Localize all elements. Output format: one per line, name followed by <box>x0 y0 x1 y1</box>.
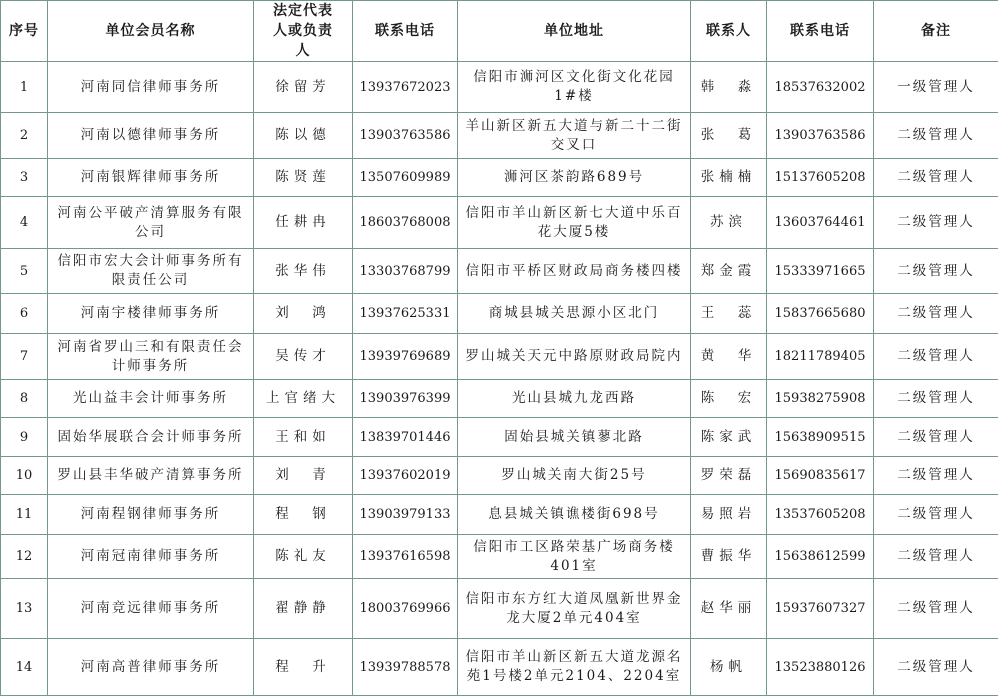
cell-org-name: 信阳市宏大会计师事务所有限责任公司 <box>48 249 254 294</box>
cell-note: 二级管理人 <box>874 418 998 457</box>
cell-phone: 13903763586 <box>353 113 458 159</box>
cell-note: 二级管理人 <box>874 334 998 380</box>
table-row <box>1 579 998 639</box>
table-row <box>1 159 998 197</box>
cell-contact-phone: 15638909515 <box>767 418 874 457</box>
cell-org-name: 河南冠南律师事务所 <box>48 535 254 579</box>
cell-seq: 4 <box>1 197 48 249</box>
cell-contact: 郑金霞 <box>691 249 767 294</box>
cell-contact-phone: 15137605208 <box>767 159 874 197</box>
cell-contact: 陈家武 <box>691 418 767 457</box>
cell-address: 羊山新区新五大道与新二十二街交叉口 <box>458 113 691 159</box>
header-legal-rep: 法定代表人或负责人 <box>254 1 353 62</box>
cell-address: 信阳市羊山新区新五大道龙源名苑1号楼2单元2104、2204室 <box>458 639 691 696</box>
cell-address: 信阳市羊山新区新七大道中乐百花大厦5楼 <box>458 197 691 249</box>
cell-seq: 2 <box>1 113 48 159</box>
cell-phone: 13903979133 <box>353 495 458 535</box>
cell-legal-rep: 王和如 <box>254 418 353 457</box>
cell-contact: 王 蕊 <box>691 294 767 334</box>
cell-contact-phone: 15938275908 <box>767 380 874 418</box>
cell-org-name: 河南公平破产清算服务有限公司 <box>48 197 254 249</box>
cell-seq: 14 <box>1 639 48 696</box>
cell-org-name: 河南同信律师事务所 <box>48 62 254 113</box>
header-contact: 联系人 <box>691 1 767 62</box>
cell-seq: 7 <box>1 334 48 380</box>
cell-seq: 8 <box>1 380 48 418</box>
table-row <box>1 535 998 579</box>
cell-contact: 苏滨 <box>691 197 767 249</box>
cell-address: 光山县城九龙西路 <box>458 380 691 418</box>
cell-seq: 12 <box>1 535 48 579</box>
cell-org-name: 罗山县丰华破产清算事务所 <box>48 457 254 495</box>
cell-seq: 9 <box>1 418 48 457</box>
cell-contact: 罗荣磊 <box>691 457 767 495</box>
cell-legal-rep: 陈礼友 <box>254 535 353 579</box>
cell-seq: 10 <box>1 457 48 495</box>
cell-address: 罗山城关南大街25号 <box>458 457 691 495</box>
cell-legal-rep: 陈贤莲 <box>254 159 353 197</box>
cell-address: 信阳市工区路荣基广场商务楼401室 <box>458 535 691 579</box>
cell-address: 信阳市浉河区文化街文化花园1#楼 <box>458 62 691 113</box>
cell-org-name: 河南省罗山三和有限责任会计师事务所 <box>48 334 254 380</box>
cell-legal-rep: 程 升 <box>254 639 353 696</box>
cell-note: 二级管理人 <box>874 535 998 579</box>
cell-address: 固始县城关镇蓼北路 <box>458 418 691 457</box>
cell-legal-rep: 刘 鸿 <box>254 294 353 334</box>
table-row <box>1 457 998 495</box>
table-row <box>1 380 998 418</box>
cell-org-name: 固始华展联合会计师事务所 <box>48 418 254 457</box>
cell-contact-phone: 13603764461 <box>767 197 874 249</box>
cell-contact-phone: 15333971665 <box>767 249 874 294</box>
cell-contact-phone: 13537605208 <box>767 495 874 535</box>
cell-address: 信阳市平桥区财政局商务楼四楼 <box>458 249 691 294</box>
cell-phone: 13303768799 <box>353 249 458 294</box>
cell-legal-rep: 程 钢 <box>254 495 353 535</box>
cell-legal-rep: 吴传才 <box>254 334 353 380</box>
cell-phone: 13839701446 <box>353 418 458 457</box>
table-row <box>1 495 998 535</box>
cell-address: 浉河区茶韵路689号 <box>458 159 691 197</box>
cell-legal-rep: 陈以德 <box>254 113 353 159</box>
cell-contact-phone: 15837665680 <box>767 294 874 334</box>
cell-org-name: 河南银辉律师事务所 <box>48 159 254 197</box>
cell-contact: 张 葛 <box>691 113 767 159</box>
cell-contact-phone: 15937607327 <box>767 579 874 639</box>
cell-seq: 5 <box>1 249 48 294</box>
cell-legal-rep: 任耕冉 <box>254 197 353 249</box>
cell-org-name: 河南宇楼律师事务所 <box>48 294 254 334</box>
cell-contact: 黄 华 <box>691 334 767 380</box>
header-contact-phone: 联系电话 <box>767 1 874 62</box>
cell-legal-rep: 张华伟 <box>254 249 353 294</box>
cell-contact: 杨帆 <box>691 639 767 696</box>
table-row <box>1 639 998 696</box>
cell-seq: 13 <box>1 579 48 639</box>
cell-legal-rep: 翟静静 <box>254 579 353 639</box>
cell-address: 息县城关镇谯楼街698号 <box>458 495 691 535</box>
cell-phone: 13937602019 <box>353 457 458 495</box>
cell-contact-phone: 13903763586 <box>767 113 874 159</box>
cell-contact: 易照岩 <box>691 495 767 535</box>
cell-note: 二级管理人 <box>874 579 998 639</box>
cell-legal-rep: 上官绪大 <box>254 380 353 418</box>
header-address: 单位地址 <box>458 1 691 62</box>
cell-note: 二级管理人 <box>874 495 998 535</box>
table-row <box>1 197 998 249</box>
cell-note: 二级管理人 <box>874 380 998 418</box>
cell-seq: 11 <box>1 495 48 535</box>
table-row <box>1 62 998 113</box>
cell-org-name: 河南程钢律师事务所 <box>48 495 254 535</box>
cell-note: 二级管理人 <box>874 197 998 249</box>
cell-org-name: 河南竞远律师事务所 <box>48 579 254 639</box>
cell-note: 二级管理人 <box>874 159 998 197</box>
cell-address: 商城县城关思源小区北门 <box>458 294 691 334</box>
cell-seq: 1 <box>1 62 48 113</box>
cell-note: 二级管理人 <box>874 294 998 334</box>
header-org-name: 单位会员名称 <box>48 1 254 62</box>
cell-seq: 3 <box>1 159 48 197</box>
cell-contact: 陈 宏 <box>691 380 767 418</box>
cell-contact-phone: 18211789405 <box>767 334 874 380</box>
header-row <box>1 1 998 62</box>
cell-contact: 曹振华 <box>691 535 767 579</box>
cell-address: 信阳市东方红大道凤凰新世界金龙大厦2单元404室 <box>458 579 691 639</box>
cell-contact-phone: 15638612599 <box>767 535 874 579</box>
cell-note: 二级管理人 <box>874 113 998 159</box>
cell-contact-phone: 15690835617 <box>767 457 874 495</box>
header-seq: 序号 <box>1 1 48 62</box>
cell-phone: 18003769966 <box>353 579 458 639</box>
header-note: 备注 <box>874 1 998 62</box>
cell-seq: 6 <box>1 294 48 334</box>
header-phone: 联系电话 <box>353 1 458 62</box>
cell-phone: 13939769689 <box>353 334 458 380</box>
cell-note: 二级管理人 <box>874 639 998 696</box>
table-row <box>1 249 998 294</box>
cell-note: 二级管理人 <box>874 457 998 495</box>
cell-org-name: 河南高普律师事务所 <box>48 639 254 696</box>
cell-org-name: 河南以德律师事务所 <box>48 113 254 159</box>
cell-legal-rep: 刘 青 <box>254 457 353 495</box>
cell-phone: 13507609989 <box>353 159 458 197</box>
cell-contact: 赵华丽 <box>691 579 767 639</box>
cell-org-name: 光山益丰会计师事务所 <box>48 380 254 418</box>
table-row <box>1 334 998 380</box>
cell-address: 罗山城关天元中路原财政局院内 <box>458 334 691 380</box>
cell-phone: 18603768008 <box>353 197 458 249</box>
cell-note: 二级管理人 <box>874 249 998 294</box>
table-row <box>1 113 998 159</box>
cell-legal-rep: 徐留芳 <box>254 62 353 113</box>
cell-note: 一级管理人 <box>874 62 998 113</box>
cell-contact-phone: 18537632002 <box>767 62 874 113</box>
cell-phone: 13937625331 <box>353 294 458 334</box>
cell-phone: 13937616598 <box>353 535 458 579</box>
cell-contact-phone: 13523880126 <box>767 639 874 696</box>
cell-phone: 13937672023 <box>353 62 458 113</box>
cell-phone: 13903976399 <box>353 380 458 418</box>
cell-contact: 韩 淼 <box>691 62 767 113</box>
cell-contact: 张楠楠 <box>691 159 767 197</box>
table-row <box>1 294 998 334</box>
cell-phone: 13939788578 <box>353 639 458 696</box>
table-row <box>1 418 998 457</box>
